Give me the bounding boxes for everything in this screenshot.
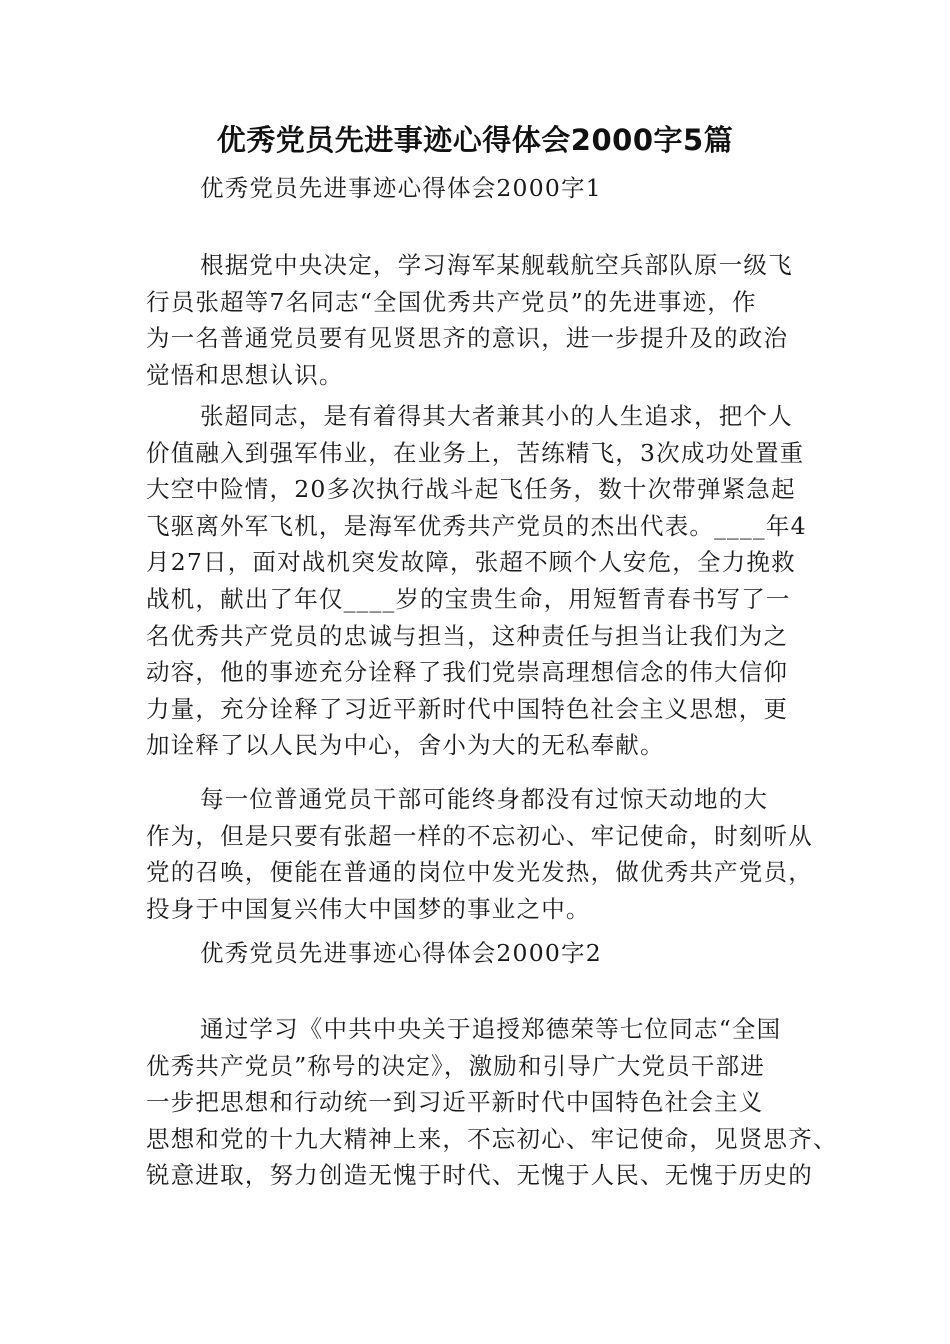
section-2-heading: 优秀党员先进事迹心得体会2000字2 [200,939,602,967]
paragraph-line: 根据党中央决定，学习海军某舰载航空兵部队原一级飞 [200,251,793,279]
paragraph-line: 价值融入到强军伟业，在业务上，苦练精飞，3次成功处置重 [146,438,805,467]
paragraph-line: 觉悟和思想认识。 [146,360,344,389]
paragraph-line: 通过学习《中共中央关于追授郑德荣等七位同志“全国 [200,1015,782,1043]
paragraph-line: 加诠释了以人民为中心，舍小为大的无私奉献。 [146,731,665,760]
paragraph-line: 名优秀共产党员的忠诚与担当，这种责任与担当让我们为之 [146,621,789,650]
paragraph-line: 动容，他的事迹充分诠释了我们党崇高理想信念的伟大信仰 [146,658,789,687]
paragraph-line: 作为，但是只要有张超一样的不忘初心、牢记使命，时刻听从 [146,821,813,850]
paragraph-line: 行员张超等7名同志“全国优秀共产党员”的先进事迹，作 [146,287,757,316]
paragraph-line: 投身于中国复兴伟大中国梦的事业之中。 [146,894,591,923]
paragraph-1 [146,247,810,393]
paragraph-line: 一步把思想和行动统一到习近平新时代中国特色社会主义 [146,1088,764,1117]
paragraph-line: 张超同志，是有着得其大者兼其小的人生追求，把个人 [200,402,793,430]
paragraph-line: 锐意进取，努力创造无愧于时代、无愧于人民、无愧于历史的 [146,1161,813,1190]
paragraph-line: 月27日，面对战机突发故障，张超不顾个人安危，全力挽救 [146,548,796,577]
paragraph-line: 战机，献出了年仅____岁的宝贵生命，用短暂青春书写了一 [146,584,791,613]
paragraph-line: 党的召唤，便能在普通的岗位中发光发热，做优秀共产党员， [146,858,813,887]
paragraph-line: 每一位普通党员干部可能终身都没有过惊天动地的大 [200,785,769,813]
document-title: 优秀党员先进事迹心得体会2000字5篇 [216,123,734,157]
paragraph-line: 为一名普通党员要有见贤思齐的意识，进一步提升及的政治 [146,324,789,353]
paragraph-4 [146,1011,838,1194]
paragraph-line: 优秀共产党员”称号的决定》，激励和引导广大党员干部进 [146,1051,765,1080]
paragraph-line: 飞驱离外军飞机，是海军优秀共产党员的杰出代表。____年4 [146,511,807,540]
paragraph-2 [146,398,810,764]
paragraph-line: 大空中险情，20多次执行战斗起飞任务，数十次带弹紧急起 [146,475,796,504]
paragraph-line: 力量，充分诠释了习近平新时代中国特色社会主义思想，更 [146,694,789,723]
section-1-heading: 优秀党员先进事迹心得体会2000字1 [200,174,602,202]
paragraph-3 [146,781,813,927]
paragraph-line: 思想和党的十九大精神上来，不忘初心、牢记使命，见贤思齐、 [146,1124,838,1153]
